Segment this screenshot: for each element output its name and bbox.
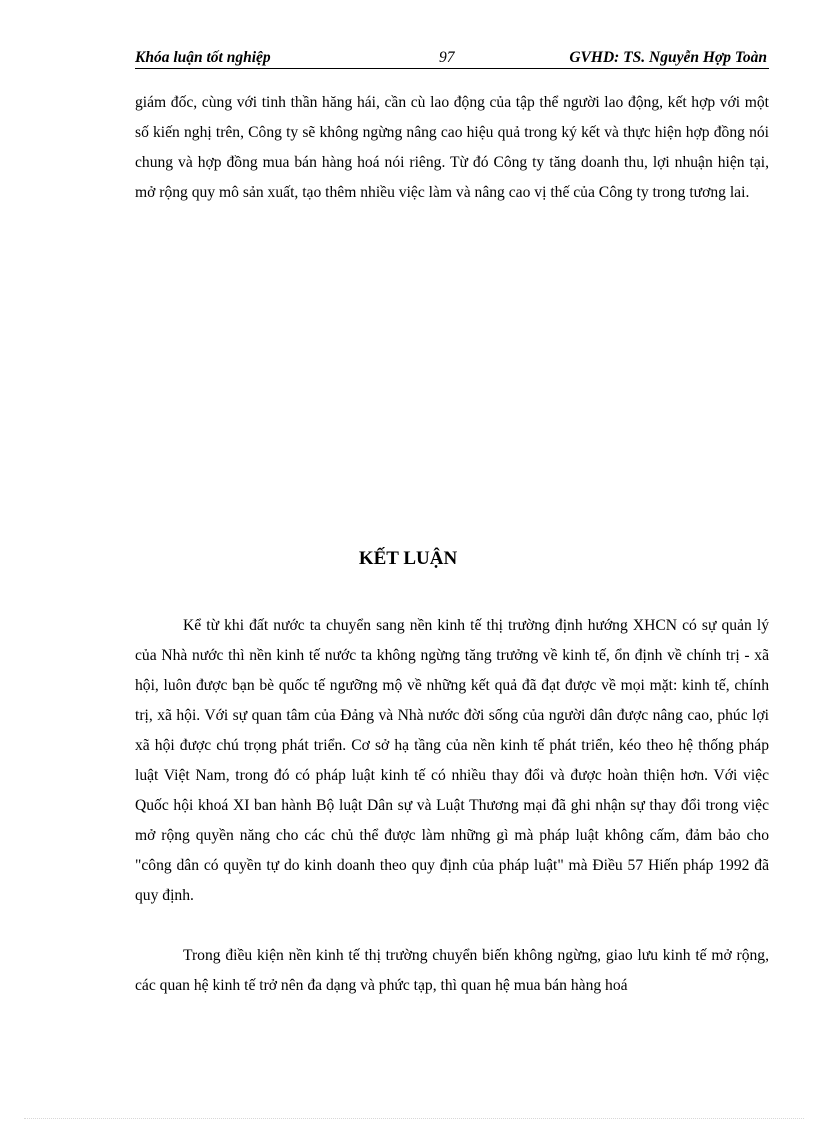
conclusion-paragraph-1: Kể từ khi đất nước ta chuyển sang nền kinh tế thị trường định hướng XHCN có sự quản lý của Nhà nước thì nền kinh tế nước ta không ngừng tăng trưởng về kinh tế, ổn định về chính trị - xã hội, luôn được bạn bè quốc tế ngưỡng mộ về những kết quả đã đạt được về mọi mặt: kinh tế, chính trị, xã hội. Với sự quan tâm của Đảng và Nhà nước đời sống của người dân được nâng cao, phúc lợi xã hội được chú trọng phát triển. Cơ sở hạ tầng của nền kinh tế phát triển, kéo theo hệ thống pháp luật Việt Nam, trong đó có pháp luật kinh tế có nhiều thay đổi và được hoàn thiện hơn. Với việc Quốc hội khoá XI ban hành Bộ luật Dân sự và Luật Thương mại đã ghi nhận sự thay đổi trong việc mở rộng quyền năng cho các chủ thể được làm những gì mà pháp luật không cấm, đảm bảo cho "công dân có quyền tự do kinh doanh theo quy định của pháp luật" mà Điều 57 Hiến pháp 1992 đã quy định. xyxy=(135,617,769,904)
conclusion-paragraph-2: Trong điều kiện nền kinh tế thị trường chuyển biến không ngừng, giao lưu kinh tế mở rộng, các quan hệ kinh tế trở nên đa dạng và phức tạp, thì quan hệ mua bán hàng hoá xyxy=(135,947,769,994)
header-thesis-title: Khóa luận tốt nghiệp xyxy=(135,49,271,66)
section-title: KẾT LUẬN xyxy=(358,548,458,569)
page-number: 97 xyxy=(439,49,455,66)
page-bottom-divider xyxy=(24,1118,804,1119)
header-advisor: GVHD: TS. Nguyễn Hợp Toàn xyxy=(569,49,767,66)
intro-paragraph: giám đốc, cùng với tinh thần hăng hái, cần cù lao động của tập thể người lao động, kết hợp với một số kiến nghị trên, Công ty sẽ không ngừng nâng cao hiệu quả trong ký kết và thực hiện hợp đồng nói chung và hợp đồng mua bán hàng hoá nói riêng. Từ đó Công ty tăng doanh thu, lợi nhuận hiện tại, mở rộng quy mô sản xuất, tạo thêm nhiều việc làm và nâng cao vị thế của Công ty trong tương lai. xyxy=(135,94,769,201)
page-header xyxy=(135,46,769,69)
